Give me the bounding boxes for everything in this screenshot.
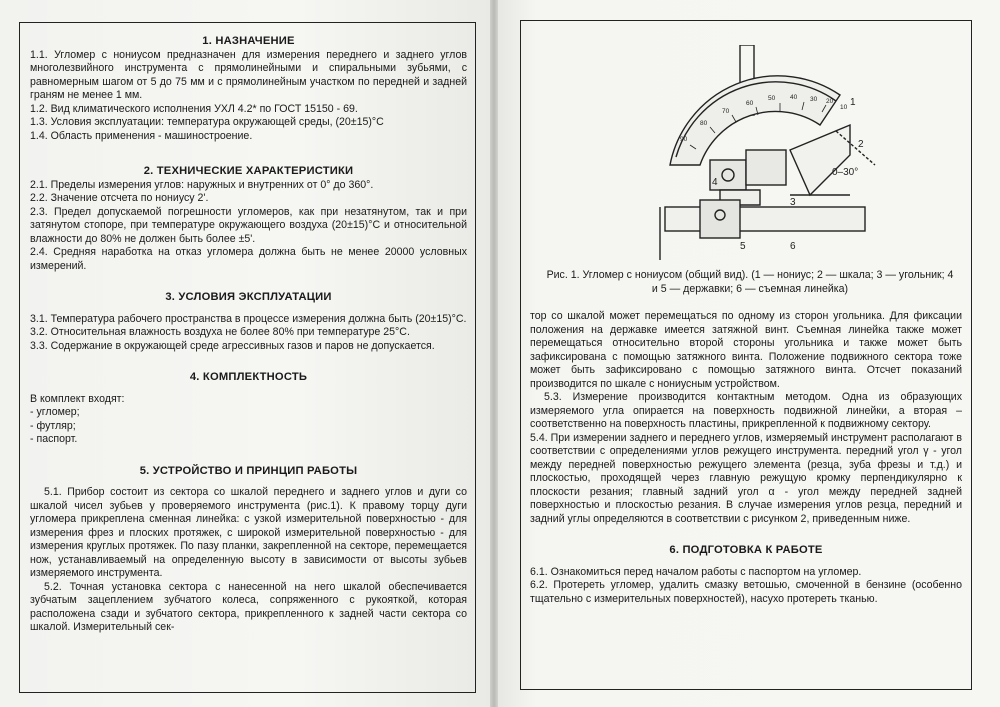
section-1-4: 1.4. Область применения - машиностроение. — [30, 129, 253, 142]
section-5-2: 5.2. Точная установка сектора с нанесенной на него шкалой обеспечивается зубчатым зацеплением зубчатого колеса, сопряженного с рукояткой, которая расположена сзади и зубчатого сектора, прикрепленного к задней части сектора со шкалой. Измерительный сек- — [30, 580, 467, 633]
protractor-figure — [640, 45, 880, 265]
section-6-title: 6. ПОДГОТОВКА К РАБОТЕ — [669, 544, 823, 556]
list-item: - паспорт. — [30, 433, 78, 445]
section-2-1: 2.1. Пределы измерения углов: наружных и внутренних от 0° до 360°. — [30, 178, 374, 191]
holder-5 — [700, 200, 740, 238]
section-6-2: 6.2. Протереть угломер, удалить смазку ветошью, смоченной в бензине (особенно тщательно с измерительных поверхностей), насухо протереть тканью. — [530, 579, 962, 605]
list-item: - угломер; — [30, 406, 80, 418]
scale-number: 40 — [790, 94, 798, 101]
scale-number: 20 — [826, 98, 834, 105]
scale-number: 50 — [768, 95, 776, 102]
section-1-title: 1. НАЗНАЧЕНИЕ — [202, 35, 295, 47]
section-1-2: 1.2. Вид климатического исполнения УХЛ 4.2* по ГОСТ 15150 - 69. — [30, 102, 358, 115]
section-2-title: 2. ТЕХНИЧЕСКИЕ ХАРАКТЕРИСТИКИ — [143, 165, 354, 177]
figure-caption: Рис. 1. Угломер с нониусом (общий вид). (1 — нониус; 2 — шкала; 3 — угольник; 4 и 5 — державки; 6 — съемная линейка) — [546, 269, 954, 295]
scale-number: 60 — [746, 100, 754, 107]
scale-number: 10 — [840, 104, 848, 111]
center-body — [746, 150, 786, 185]
list-item: - футляр; — [30, 419, 76, 432]
section-5-4: 5.4. При измерении заднего и переднего углов, измеряемый инструмент располагают в соответствии с определениями углов режущего инструмента. передний угол γ - угол между передней поверхностью режущего элемента (резца, зуба фрезы и т.д.) и плоскостью, проходящей через главную режущую кромку перпендикулярно к плоскости резания; главный задний угол α - угол между передней задней поверхностью и плоскостью резания. В случае измерения углов резца, передний и задний углы определяются в соответствии с рисунком 2, приведенным ниже. — [530, 431, 962, 525]
scale-number: 30 — [810, 96, 818, 103]
scale-number: 90 — [680, 136, 688, 143]
figure-label-4: 4 — [712, 177, 718, 188]
section-1-1: 1.1. Угломер с нониусом предназначен для измерения переднего и заднего углов многолезвийного инструмента с прямолинейными и спиральными зубьями, с равномерным шагом от 5 до 75 мм и с прямолинейным участком по передней и задней граням не менее 1 мм. — [30, 48, 467, 101]
section-5-continued: тор со шкалой может перемещаться по одному из сторон угольника. Для фиксации положения на державке имеется затяжной винт. Съемная линейка также может перемещаться относительно второй стороны угольника и также может быть зафиксирована с помощью затяжного винта. Положение подвижного сектора тоже может быть зафиксировано с помощью затяжного винта. Отсчет показаний производится по шкале с нониусным устройством. — [530, 310, 962, 390]
figure-label-1: 1 — [850, 97, 856, 108]
scale-number: 80 — [700, 120, 708, 127]
figure-label-6: 6 — [790, 241, 796, 252]
right-column — [530, 310, 962, 606]
section-3-title: 3. УСЛОВИЯ ЭКСПЛУАТАЦИИ — [165, 291, 332, 303]
section-3-1: 3.1. Температура рабочего пространства в процессе измерения должна быть (20±15)°С. — [30, 312, 467, 325]
section-4-title: 4. КОМПЛЕКТНОСТЬ — [189, 371, 308, 383]
section-5-title: 5. УСТРОЙСТВО И ПРИНЦИП РАБОТЫ — [139, 464, 358, 477]
section-5-1: 5.1. Прибор состоит из сектора со шкалой переднего и заднего углов и дуги со шкалой чисел зубьев у проверяемого инструмента (рис.1). К правому торцу дуги угломера прикреплена сменная линейка: с узкой измерительной поверхностью - для измерения фрез и плоских протяжек, с широкой измерительной поверхностью - для измерения круглых протяжек. По пазу планки, закрепленной на секторе, перемещается нож, устанавливаемый на определенную высоту в зависимости от высоты зубьев измеряемого инструмента. — [30, 486, 467, 579]
figure-label-3: 3 — [790, 197, 796, 208]
section-6-1: 6.1. Ознакомиться перед началом работы с паспортом на угломер. — [530, 565, 862, 578]
section-2-3: 2.3. Предел допускаемой погрешности угломеров, как при незатянутом, так и при затянутом стопоре, при температуре окружающего воздуха (20±15)°С и относительной влажности до 80% не должен быть более ±5'. — [30, 205, 467, 245]
section-3-3: 3.3. Содержание в окружающей среде агрессивных газов и паров не допускается. — [30, 339, 435, 352]
left-column — [30, 35, 467, 635]
angle-label: 0–30° — [832, 167, 859, 178]
scale-number: 70 — [722, 108, 730, 115]
figure-label-5: 5 — [740, 241, 746, 252]
page-fold — [490, 0, 498, 707]
section-2-4: 2.4. Средняя наработка на отказ угломера должна быть не менее 20000 условных измерений. — [30, 246, 467, 272]
section-3-2: 3.2. Относительная влажность воздуха не более 80% при температуре 25°С. — [30, 326, 410, 338]
ruler-6 — [665, 207, 865, 231]
section-2-2: 2.2. Значение отсчета по нониусу 2'. — [30, 192, 209, 204]
section-4-intro: В комплект входят: — [30, 392, 125, 405]
section-5-3: 5.3. Измерение производится контактным методом. Одна из образующих измеряемого угла опирается на поверхность подвижной линейки, а вторая – соответственно на поверхность пластины, прикрепленной к подвижному сектору. — [530, 391, 962, 430]
figure-label-2: 2 — [858, 139, 864, 150]
section-1-3: 1.3. Условия эксплуатации: температура окружающей среды, (20±15)°С — [30, 116, 384, 128]
